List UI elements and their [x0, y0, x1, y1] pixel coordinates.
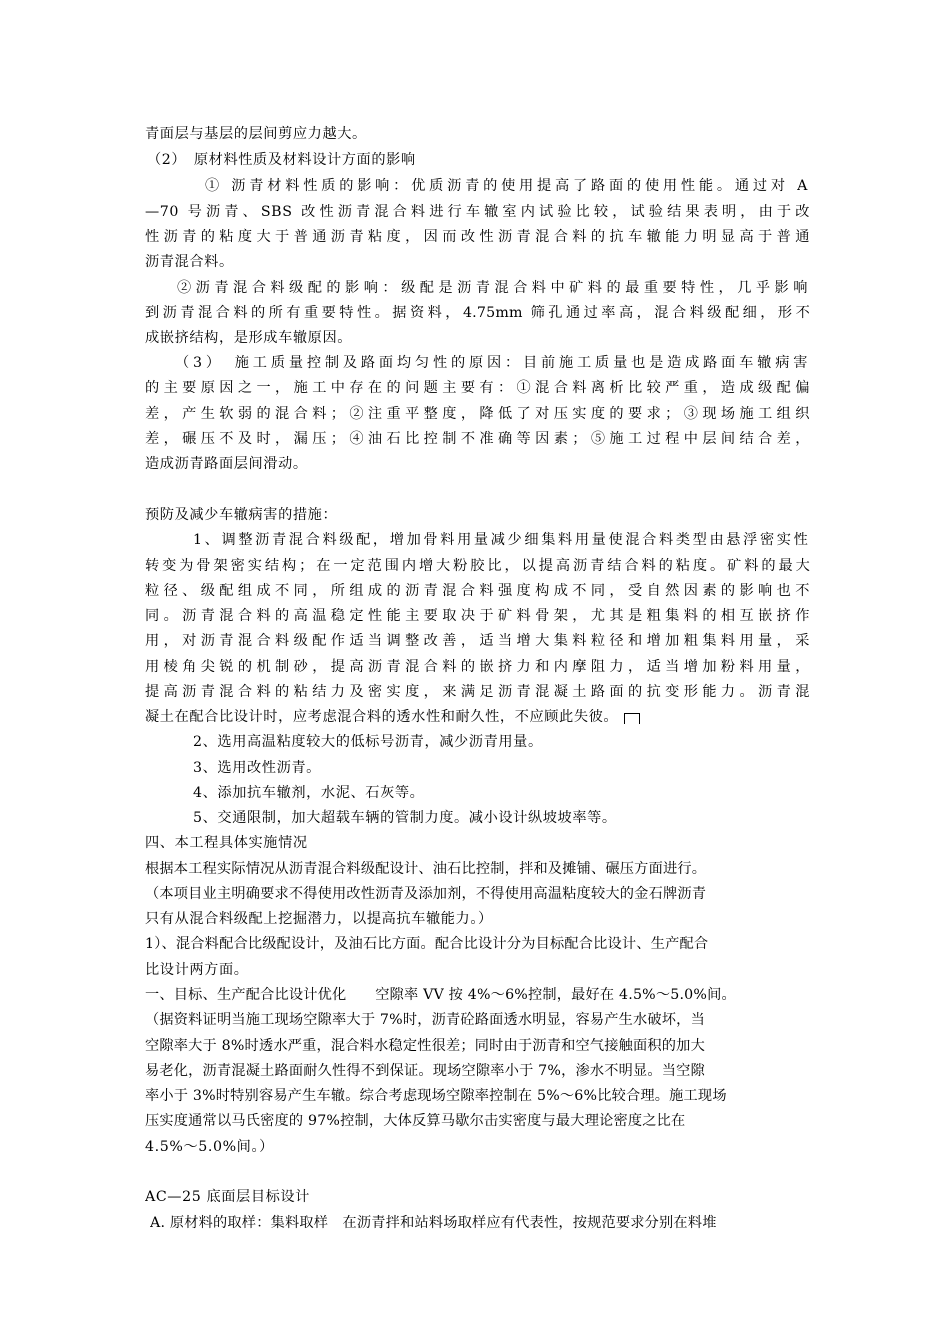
text-line: 造成沥青路面层间滑动。	[145, 456, 308, 472]
text-line: 差，产生软弱的混合料；②注重平整度，降低了对压实度的要求；③现场施工组织	[145, 406, 810, 422]
text-line: 用，对沥青混合料级配作适当调整改善，适当增大集料粒径和增加粗集料用量，采	[145, 633, 810, 649]
text-line: 到沥青混合料的所有重要特性。据资料，4.75mm 筛孔通过率高，混合料级配细，形不	[145, 305, 810, 321]
text-line: 凝土在配合比设计时，应考虑混合料的透水性和耐久性，不应顾此失彼。	[145, 709, 619, 725]
text-line: ②沥青混合料级配的影响：级配是沥青混合料中矿料的最重要特性，几乎影响	[177, 280, 808, 296]
text-line: 成嵌挤结构，是形成车辙原因。	[145, 330, 353, 346]
text-line: 1）、混合料配合比级配设计，及油石比方面。配合比设计分为目标配合比设计、生产配合	[145, 936, 709, 952]
text-line: 只有从混合料级配上挖掘潜力，以提高抗车辙能力。）	[145, 911, 493, 927]
text-line: 粒径、级配组成不同，所组成的沥青混合料强度构成不同，受自然因素的影响也不	[145, 583, 810, 599]
section-heading-3: （3） 施工质量控制及路面均匀性的原因：目前施工质量也是造成路面车辙病害	[175, 355, 808, 371]
text-line: 沥青混合料。	[145, 254, 234, 270]
text-line: 空隙率大于 8%时透水严重，混合料水稳定性很差；同时由于沥青和空气接触面积的加大	[145, 1038, 705, 1054]
text-line: （本项目业主明确要求不得使用改性沥青及添加剂，不得使用高温粘度较大的金石牌沥青	[145, 886, 707, 902]
text-line: 提高沥青混合料的粘结力及密实度，来满足沥青混凝土路面的抗变形能力。沥青混	[145, 684, 810, 700]
text-line: 青面层与基层的层间剪应力越大。	[145, 126, 367, 142]
section-heading-ac25: AC—25 底面层目标设计	[145, 1189, 310, 1205]
list-item: 5、交通限制，加大超载车辆的管制力度。减小设计纵坡坡率等。	[193, 810, 617, 826]
text-line: ① 沥青材料性质的影响：优质沥青的使用提高了路面的使用性能。通过对 A	[205, 178, 808, 194]
section-heading-4: 四、本工程具体实施情况	[145, 835, 308, 851]
section-heading-2: （2） 原材料性质及材料设计方面的影响	[147, 152, 416, 168]
list-item: 4、添加抗车辙剂，水泥、石灰等。	[193, 785, 425, 801]
text-line: 压实度通常以马氏密度的 97%控制，大体反算马歇尔击实密度与最大理论密度之比在	[145, 1113, 686, 1129]
text-line: A. 原材料的取样：集料取样 在沥青拌和站料场取样应有代表性，按规范要求分别在料堆	[150, 1215, 717, 1231]
list-item: 3、选用改性沥青。	[193, 760, 321, 776]
text-line: 根据本工程实际情况从沥青混合料级配设计、油石比控制，拌和及摊铺、碾压方面进行。	[145, 861, 707, 877]
text-line: 同。沥青混合料的高温稳定性能主要取决于矿料骨架，尤其是粗集料的相互嵌挤作	[145, 608, 810, 624]
text-line: 差，碾压不及时，漏压；④油石比控制不准确等因素；⑤施工过程中层间结合差，	[145, 431, 810, 447]
text-line: 性沥青的粘度大于普通沥青粘度，因而改性沥青混合料的抗车辙能力明显高于普通	[145, 229, 810, 245]
text-line: —70 号沥青、SBS 改性沥青混合料进行车辙室内试验比较，试验结果表明，由于改	[145, 204, 810, 220]
text-line: 用棱角尖锐的机制砂，提高沥青混合料的嵌挤力和内摩阻力，适当增加粉料用量，	[145, 659, 810, 675]
text-line: 一、目标、生产配合比设计优化 空隙率 VV 按 4%～6%控制，最好在 4.5%～5.0%间。	[145, 987, 736, 1003]
text-line: 率小于 3%时特别容易产生车辙。综合考虑现场空隙率控制在 5%～6%比较合理。施工现场	[145, 1088, 727, 1104]
text-line: 比设计两方面。	[145, 962, 249, 978]
list-item: 2、选用高温粘度较大的低标号沥青，减少沥青用量。	[193, 734, 543, 750]
text-line: 4.5%～5.0%间。）	[145, 1139, 274, 1155]
paragraph-mark-icon	[624, 713, 640, 724]
text-line: （据资料证明当施工现场空隙率大于 7%时，沥青砼路面透水明显，容易产生水破坏，当	[145, 1012, 705, 1028]
text-line: 易老化，沥青混凝土路面耐久性得不到保证。现场空隙率小于 7%，渗水不明显。当空隙	[145, 1063, 705, 1079]
text-line: 1、调整沥青混合料级配，增加骨料用量减少细集料用量使混合料类型由悬浮密实性	[193, 532, 808, 548]
section-heading-measures: 预防及减少车辙病害的措施：	[145, 507, 338, 523]
text-line: 的主要原因之一，施工中存在的问题主要有：①混合料离析比较严重，造成级配偏	[145, 380, 810, 396]
text-line: 转变为骨架密实结构；在一定范围内增大粉胶比，以提高沥青结合料的粘度。矿料的最大	[145, 558, 810, 574]
